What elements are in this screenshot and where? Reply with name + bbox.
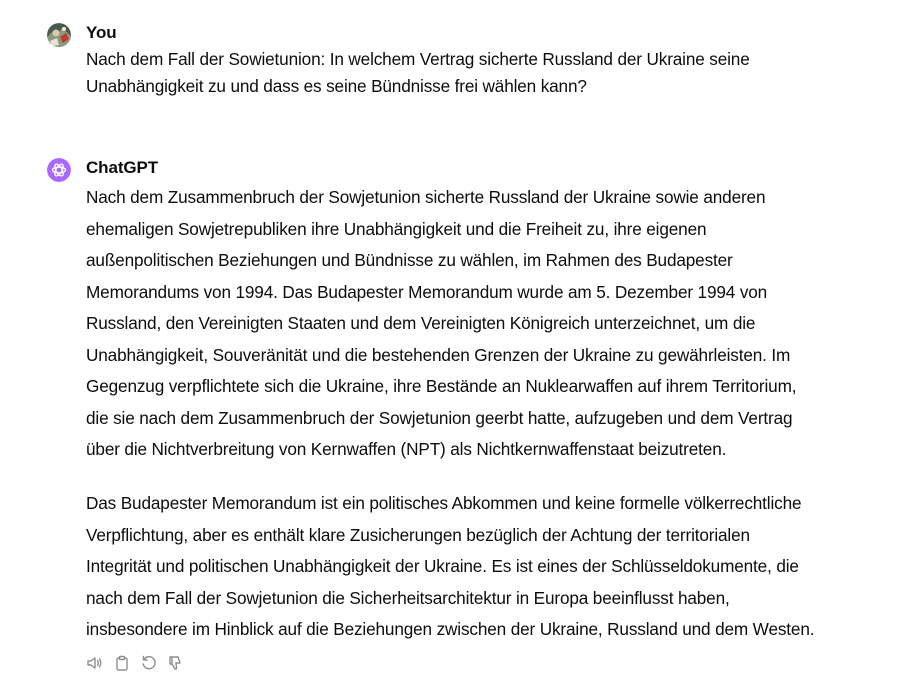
thumbs-down-icon	[167, 654, 185, 672]
assistant-text-line: insbesondere im Hinblick auf die Beziehungen zwischen der Ukraine, Russland und dem Westen.	[86, 619, 815, 639]
assistant-text-line: Unabhängigkeit, Souveränität und die bestehenden Grenzen der Ukraine zu gewährleisten. Im	[86, 344, 791, 365]
user-message-text	[86, 46, 876, 100]
assistant-text-line: die sie nach dem Zusammenbruch der Sowjetunion geerbt hatte, aufzugeben und dem Vertrag	[86, 407, 793, 428]
regenerate-button[interactable]	[140, 653, 167, 673]
user-message-line: Nach dem Fall der Sowietunion: In welchem Vertrag sicherte Russland der Ukraine seine	[86, 49, 750, 69]
thumbs-down-button[interactable]	[167, 653, 194, 673]
copy-icon	[113, 654, 131, 672]
assistant-paragraph	[86, 488, 876, 646]
assistant-text-line: über die Nichtverbreitung von Kernwaffen (NPT) als Nichtkernwaffenstaat beizutreten.	[86, 439, 727, 459]
speaker-icon	[86, 654, 104, 672]
assistant-text-line: Verpflichtung, aber es enthält klare Zusicherungen bezüglich der Achtung der territorialen	[86, 524, 750, 545]
read-aloud-button[interactable]	[86, 653, 113, 673]
assistant-text-line: Russland, den Vereinigten Staaten und dem Vereinigten Königreich unterzeichnet, um die	[86, 313, 756, 333]
copy-button[interactable]	[113, 653, 140, 673]
regenerate-icon	[140, 654, 158, 672]
assistant-text-line: Integrität und politischen Unabhängigkeit der Ukraine. Es ist eines der Schlüsseldokumente, die	[86, 556, 799, 576]
assistant-text-line: außenpolitischen Beziehungen und Bündnisse zu wählen, im Rahmen des Budapester	[86, 250, 733, 270]
assistant-text-line: Nach dem Zusammenbruch der Sowjetunion sicherte Russland der Ukraine sowie anderen	[86, 187, 766, 207]
assistant-paragraph	[86, 182, 876, 466]
user-photo-avatar[interactable]	[47, 23, 71, 47]
assistant-text-line: Das Budapester Memorandum ist ein politisches Abkommen und keine formelle völkerrechtliche	[86, 493, 802, 513]
message-actions	[86, 653, 194, 673]
assistant-text-line: nach dem Fall der Sowjetunion die Sicherheitsarchitektur in Europa beeinflusst haben,	[86, 587, 730, 608]
assistant-text-line: Memorandums von 1994. Das Budapester Memorandum wurde am 5. Dezember 1994 von	[86, 281, 768, 302]
assistant-text-line: Gegenzug verpflichtete sich die Ukraine, ihre Bestände an Nuklearwaffen auf ihrem Territorium,	[86, 376, 797, 396]
user-message-line: Unabhängigkeit zu und dass es seine Bündnisse frei wählen kann?	[86, 76, 587, 96]
user-author-name: You	[86, 23, 117, 42]
assistant-author-name: ChatGPT	[86, 158, 159, 177]
assistant-text-line: ehemaligen Sowjetrepubliken ihre Unabhängigkeit und die Freiheit zu, ihre eigenen	[86, 218, 707, 239]
chatgpt-logo-icon	[47, 158, 71, 182]
